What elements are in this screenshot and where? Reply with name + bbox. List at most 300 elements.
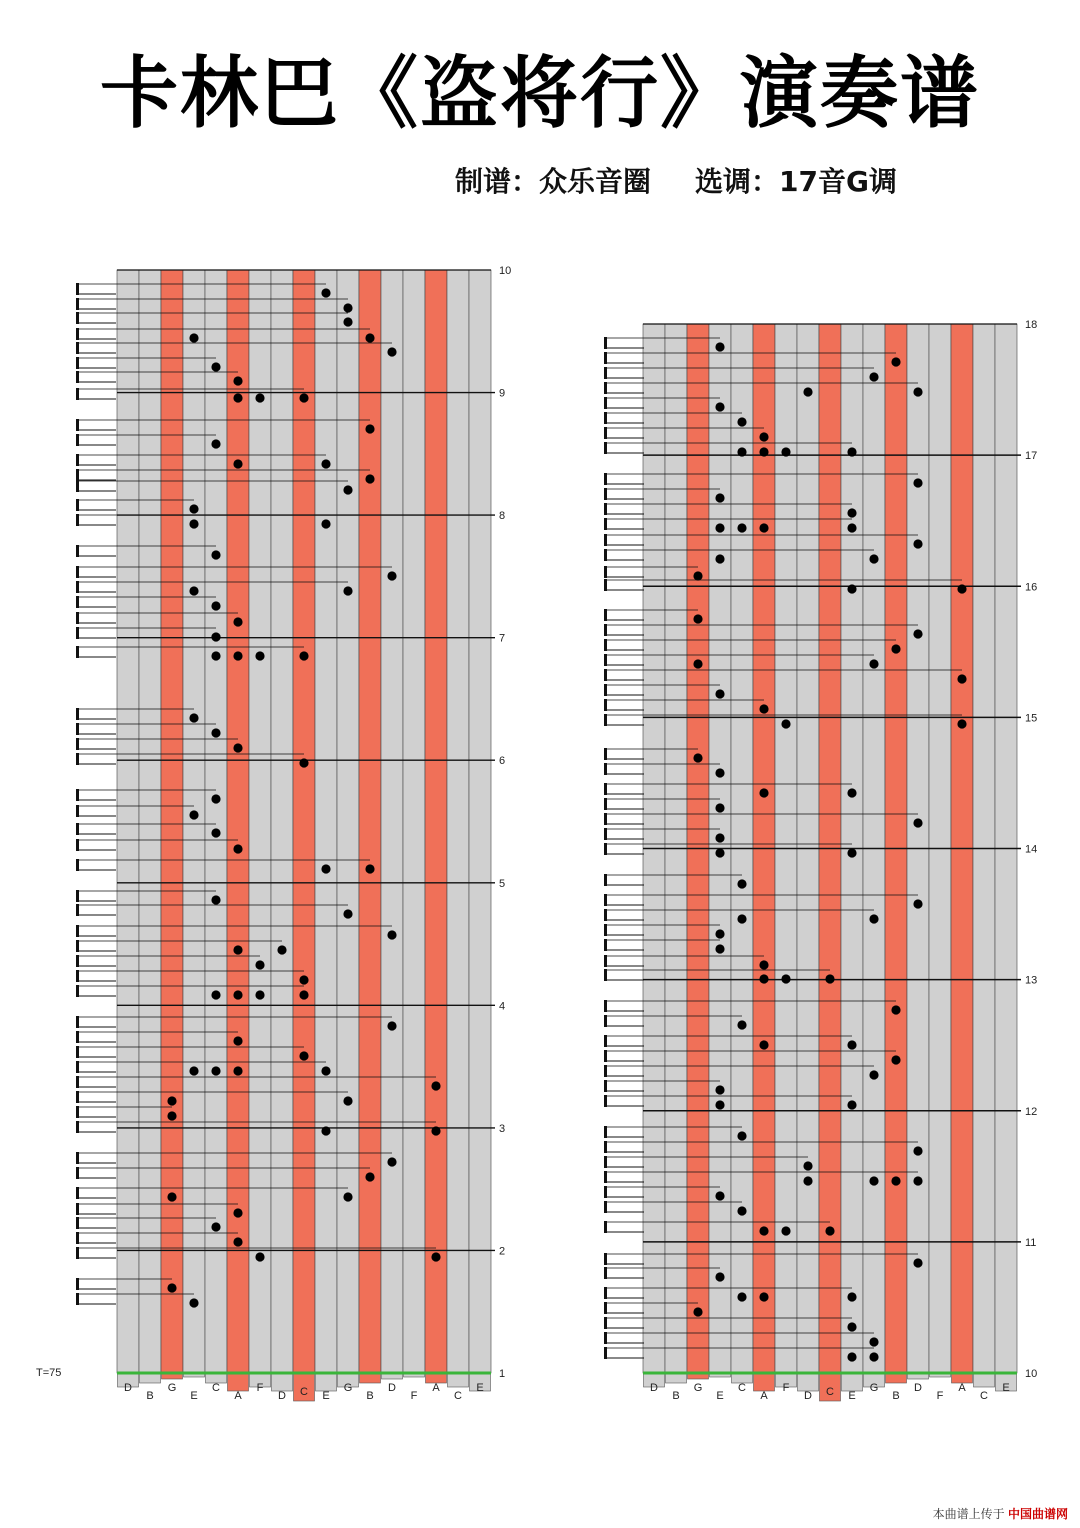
tine-label: D — [804, 1390, 812, 1402]
note-dot — [913, 539, 922, 548]
note-dot — [781, 719, 790, 728]
note-dot — [211, 632, 220, 641]
note-dot — [387, 1157, 396, 1166]
tine-column — [381, 270, 403, 1373]
note-dot — [431, 1252, 440, 1261]
rhythm-stem — [76, 1187, 79, 1199]
note-dot — [321, 864, 330, 873]
measure-number: 15 — [1025, 712, 1038, 725]
tine-label: E — [476, 1382, 484, 1394]
note-dot — [869, 1352, 878, 1361]
rhythm-stem — [604, 684, 607, 696]
note-dot — [715, 689, 724, 698]
rhythm-stem — [76, 419, 79, 431]
note-dot — [891, 1176, 900, 1185]
rhythm-stem — [76, 1203, 79, 1215]
rhythm-stem — [604, 748, 607, 760]
tine-label: D — [124, 1382, 132, 1394]
rhythm-stem — [604, 1317, 607, 1329]
note-dot — [189, 1298, 198, 1307]
measure-number: 18 — [1025, 319, 1038, 331]
rhythm-stem — [76, 1106, 79, 1118]
note-dot — [891, 1055, 900, 1064]
note-dot — [759, 447, 768, 456]
note-dot — [759, 1226, 768, 1235]
note-dot — [693, 1307, 702, 1316]
tine-label: C — [980, 1390, 988, 1402]
note-dot — [211, 990, 220, 999]
note-dot — [255, 393, 264, 402]
rhythm-stem — [604, 624, 607, 636]
rhythm-stem — [604, 1126, 607, 1138]
note-dot — [167, 1192, 176, 1201]
rhythm-stem — [604, 843, 607, 855]
note-dot — [365, 333, 374, 342]
measure-number: 7 — [499, 632, 506, 645]
note-dot — [693, 659, 702, 668]
rhythm-stem — [604, 874, 607, 886]
right-score-panel — [540, 0, 1080, 1528]
rhythm-stem — [604, 382, 607, 394]
note-dot — [211, 550, 220, 559]
note-dot — [693, 614, 702, 623]
tine-label: B — [366, 1390, 374, 1402]
note-dot — [167, 1111, 176, 1120]
note-dot — [737, 1131, 746, 1140]
tine-tip — [842, 1373, 863, 1391]
rhythm-stem — [604, 412, 607, 424]
rhythm-stem — [76, 499, 79, 511]
note-dot — [343, 1192, 352, 1201]
rhythm-stem — [604, 1095, 607, 1107]
note-dot — [321, 1126, 330, 1135]
note-dot — [759, 704, 768, 713]
rhythm-stem — [76, 723, 79, 735]
note-dot — [387, 571, 396, 580]
rhythm-stem — [76, 612, 79, 624]
note-dot — [387, 1021, 396, 1030]
note-dot — [913, 1176, 922, 1185]
note-dot — [869, 659, 878, 668]
note-dot — [869, 1070, 878, 1079]
note-dot — [233, 376, 242, 385]
note-dot — [167, 1096, 176, 1105]
rhythm-stem — [76, 581, 79, 593]
note-dot — [737, 447, 746, 456]
note-dot — [167, 1283, 176, 1292]
note-dot — [211, 362, 220, 371]
tine-column — [139, 270, 161, 1373]
rhythm-stem — [604, 609, 607, 621]
note-dot — [211, 651, 220, 660]
rhythm-stem — [76, 388, 79, 400]
note-dot — [957, 584, 966, 593]
tine-column — [447, 270, 469, 1373]
measure-number: 4 — [499, 1000, 506, 1013]
note-dot — [211, 1066, 220, 1075]
tine-label: B — [892, 1390, 900, 1402]
rhythm-stem — [604, 534, 607, 546]
tine-tip — [448, 1373, 469, 1387]
rhythm-stem — [76, 1278, 79, 1290]
rhythm-stem — [604, 894, 607, 906]
note-dot — [343, 586, 352, 595]
note-dot — [233, 1066, 242, 1075]
note-dot — [847, 1292, 856, 1301]
rhythm-stem — [604, 813, 607, 825]
rhythm-stem — [76, 283, 79, 295]
rhythm-stem — [76, 1046, 79, 1058]
note-dot — [255, 1252, 264, 1261]
note-dot — [233, 1208, 242, 1217]
note-dot — [365, 424, 374, 433]
rhythm-stem — [76, 342, 79, 354]
tine-label: G — [343, 1382, 353, 1394]
note-dot — [759, 432, 768, 441]
tine-label: F — [936, 1390, 944, 1402]
note-dot — [737, 914, 746, 923]
note-dot — [387, 930, 396, 939]
measure-number: 12 — [1025, 1105, 1038, 1118]
tine-column — [337, 270, 359, 1373]
note-dot — [759, 1292, 768, 1301]
rhythm-stem — [76, 1121, 79, 1133]
note-dot — [431, 1126, 440, 1135]
note-dot — [913, 629, 922, 638]
rhythm-stem — [76, 1016, 79, 1028]
note-dot — [715, 493, 724, 502]
note-dot — [321, 1066, 330, 1075]
rhythm-stem — [604, 924, 607, 936]
rhythm-stem — [604, 1050, 607, 1062]
rhythm-stem — [604, 1186, 607, 1198]
note-dot — [211, 601, 220, 610]
note-dot — [189, 713, 198, 722]
note-dot — [913, 818, 922, 827]
measure-number: 17 — [1025, 450, 1038, 463]
note-dot — [321, 288, 330, 297]
rhythm-stem — [604, 939, 607, 951]
rhythm-stem — [604, 1287, 607, 1299]
note-dot — [233, 1036, 242, 1045]
note-dot — [343, 303, 352, 312]
rhythm-stem — [76, 1247, 79, 1259]
tine-label: E — [190, 1390, 198, 1402]
page-title: 卡林巴《盗将行》演奏谱 — [99, 49, 980, 139]
note-dot — [299, 990, 308, 999]
rhythm-stem — [604, 783, 607, 795]
note-dot — [211, 828, 220, 837]
note-dot — [189, 333, 198, 342]
rhythm-stem — [76, 940, 79, 952]
note-dot — [957, 719, 966, 728]
note-dot — [847, 1352, 856, 1361]
note-dot — [869, 372, 878, 381]
tine-label: C — [826, 1386, 834, 1398]
note-dot — [233, 651, 242, 660]
measure-number: 3 — [499, 1122, 506, 1135]
note-dot — [365, 864, 374, 873]
note-dot — [847, 848, 856, 857]
tine-label: D — [278, 1390, 286, 1402]
note-dot — [365, 474, 374, 483]
rhythm-stem — [76, 839, 79, 851]
note-dot — [343, 485, 352, 494]
rhythm-stem — [76, 925, 79, 937]
rhythm-stem — [604, 352, 607, 364]
note-dot — [189, 810, 198, 819]
note-dot — [803, 1176, 812, 1185]
note-dot — [233, 844, 242, 853]
note-dot — [781, 1226, 790, 1235]
note-dot — [715, 1272, 724, 1281]
rhythm-stem — [76, 566, 79, 578]
rhythm-stem — [604, 397, 607, 409]
note-dot — [847, 1322, 856, 1331]
note-dot — [913, 899, 922, 908]
rhythm-stem — [604, 1080, 607, 1092]
rhythm-stem — [76, 823, 79, 835]
note-dot — [233, 743, 242, 752]
note-dot — [847, 788, 856, 797]
rhythm-stem — [604, 669, 607, 681]
tine-label: E — [716, 1390, 724, 1402]
rhythm-stem — [604, 699, 607, 711]
rhythm-stem — [604, 1015, 607, 1027]
note-dot — [365, 1172, 374, 1181]
note-dot — [869, 554, 878, 563]
rhythm-stem — [604, 639, 607, 651]
measure-number: 2 — [499, 1245, 506, 1258]
footer-site: 中国曲谱网 — [1007, 1507, 1068, 1521]
rhythm-stem — [604, 1302, 607, 1314]
rhythm-stem — [76, 904, 79, 916]
rhythm-stem — [604, 1000, 607, 1012]
note-dot — [869, 914, 878, 923]
tine-label: G — [693, 1382, 703, 1394]
note-dot — [737, 1292, 746, 1301]
measure-number: 1 — [499, 1368, 506, 1380]
rhythm-stem — [76, 1061, 79, 1073]
rhythm-stem — [76, 1152, 79, 1164]
rhythm-stem — [76, 753, 79, 765]
note-dot — [913, 478, 922, 487]
tine-tip — [228, 1373, 249, 1391]
rhythm-stem — [76, 1232, 79, 1244]
note-dot — [233, 393, 242, 402]
rhythm-stem — [76, 469, 79, 481]
measure-number: 14 — [1025, 843, 1038, 856]
rhythm-stem — [604, 1267, 607, 1279]
rhythm-stem — [604, 488, 607, 500]
note-dot — [715, 1100, 724, 1109]
note-dot — [737, 417, 746, 426]
note-dot — [189, 504, 198, 513]
tine-label: A — [958, 1382, 966, 1394]
rhythm-stem — [76, 357, 79, 369]
measure-number: 5 — [499, 877, 506, 890]
note-dot — [715, 803, 724, 812]
note-dot — [693, 571, 702, 580]
rhythm-stem — [604, 1065, 607, 1077]
rhythm-stem — [604, 763, 607, 775]
rhythm-stem — [604, 955, 607, 967]
rhythm-stem — [604, 1156, 607, 1168]
note-dot — [321, 519, 330, 528]
rhythm-stem — [76, 480, 79, 492]
rhythm-stem — [604, 1347, 607, 1359]
tine-column — [117, 270, 139, 1373]
rhythm-stem — [604, 549, 607, 561]
rhythm-stem — [604, 1141, 607, 1153]
footer-text: 本曲谱上传于 — [932, 1507, 1005, 1521]
note-dot — [321, 459, 330, 468]
note-dot — [277, 945, 286, 954]
note-dot — [431, 1081, 440, 1090]
tine-label: E — [1002, 1382, 1010, 1394]
rhythm-stem — [604, 798, 607, 810]
tine-label: C — [454, 1390, 462, 1402]
note-dot — [211, 1222, 220, 1231]
note-dot — [759, 974, 768, 983]
tine-column — [271, 270, 293, 1373]
rhythm-stem — [76, 596, 79, 608]
rhythm-stem — [76, 859, 79, 871]
tine-tip — [798, 1373, 819, 1391]
rhythm-stem — [76, 514, 79, 526]
tine-label: A — [432, 1382, 440, 1394]
rhythm-stem — [604, 909, 607, 921]
rhythm-stem — [76, 1031, 79, 1043]
rhythm-stem — [604, 1221, 607, 1233]
note-dot — [891, 357, 900, 366]
rhythm-stem — [76, 1076, 79, 1088]
rhythm-stem — [604, 579, 607, 591]
note-dot — [759, 1040, 768, 1049]
note-dot — [255, 960, 264, 969]
tine-label: F — [782, 1382, 790, 1394]
tine-tip — [272, 1373, 293, 1391]
note-dot — [211, 439, 220, 448]
note-dot — [737, 523, 746, 532]
note-dot — [759, 960, 768, 969]
rhythm-stem — [604, 828, 607, 840]
rhythm-stem — [604, 1253, 607, 1265]
note-dot — [737, 1206, 746, 1215]
note-dot — [847, 1100, 856, 1109]
tine-label: E — [322, 1390, 330, 1402]
note-dot — [233, 945, 242, 954]
note-dot — [233, 459, 242, 468]
tine-column — [359, 270, 381, 1373]
measure-number: 16 — [1025, 581, 1038, 594]
tine-column — [293, 270, 315, 1373]
measure-number: 13 — [1025, 974, 1038, 987]
rhythm-stem — [76, 454, 79, 466]
tine-column — [161, 270, 183, 1373]
measure-number: 11 — [1025, 1236, 1037, 1249]
rhythm-stem — [604, 1035, 607, 1047]
tine-column — [403, 270, 425, 1373]
measure-number: 10 — [499, 265, 512, 277]
rhythm-stem — [76, 371, 79, 383]
note-dot — [715, 833, 724, 842]
rhythm-stem — [76, 1167, 79, 1179]
note-dot — [913, 387, 922, 396]
note-dot — [233, 990, 242, 999]
rhythm-stem — [604, 518, 607, 530]
note-dot — [847, 584, 856, 593]
rhythm-stem — [76, 1293, 79, 1305]
tine-tip — [974, 1373, 995, 1387]
note-dot — [715, 848, 724, 857]
note-dot — [825, 974, 834, 983]
rhythm-stem — [76, 955, 79, 967]
tine-tip — [754, 1373, 775, 1391]
tine-label: C — [738, 1382, 746, 1394]
note-dot — [759, 788, 768, 797]
note-dot — [737, 879, 746, 888]
rhythm-stem — [76, 708, 79, 720]
tine-label: B — [672, 1390, 680, 1402]
rhythm-stem — [604, 442, 607, 454]
tine-column — [469, 270, 491, 1373]
rhythm-stem — [76, 545, 79, 557]
note-dot — [803, 1161, 812, 1170]
note-dot — [255, 651, 264, 660]
rhythm-stem — [76, 738, 79, 750]
rhythm-stem — [604, 1201, 607, 1213]
note-dot — [255, 990, 264, 999]
note-dot — [847, 447, 856, 456]
note-dot — [891, 644, 900, 653]
rhythm-stem — [604, 1332, 607, 1344]
tine-label: E — [848, 1390, 856, 1402]
rhythm-stem — [604, 367, 607, 379]
note-dot — [211, 895, 220, 904]
tine-label: F — [256, 1382, 264, 1394]
note-dot — [781, 447, 790, 456]
note-dot — [715, 523, 724, 532]
rhythm-stem — [76, 970, 79, 982]
tempo-label: T=75 — [36, 1367, 62, 1379]
note-dot — [781, 974, 790, 983]
tine-column — [205, 270, 227, 1373]
rhythm-stem — [76, 789, 79, 801]
tine-label: D — [388, 1382, 396, 1394]
note-dot — [233, 1237, 242, 1246]
rhythm-stem — [76, 312, 79, 324]
rhythm-stem — [76, 805, 79, 817]
measure-number: 9 — [499, 387, 506, 400]
rhythm-stem — [604, 503, 607, 515]
rhythm-stem — [76, 298, 79, 310]
tine-column — [249, 270, 271, 1373]
note-dot — [715, 402, 724, 411]
tine-column — [425, 270, 447, 1373]
note-dot — [299, 393, 308, 402]
rhythm-stem — [604, 473, 607, 485]
tine-label: C — [212, 1382, 220, 1394]
tine-column — [315, 270, 337, 1373]
tine-label: A — [234, 1390, 242, 1402]
note-dot — [299, 975, 308, 984]
note-dot — [715, 1085, 724, 1094]
rhythm-stem — [76, 646, 79, 658]
note-dot — [233, 617, 242, 626]
rhythm-stem — [604, 714, 607, 726]
note-dot — [189, 1066, 198, 1075]
